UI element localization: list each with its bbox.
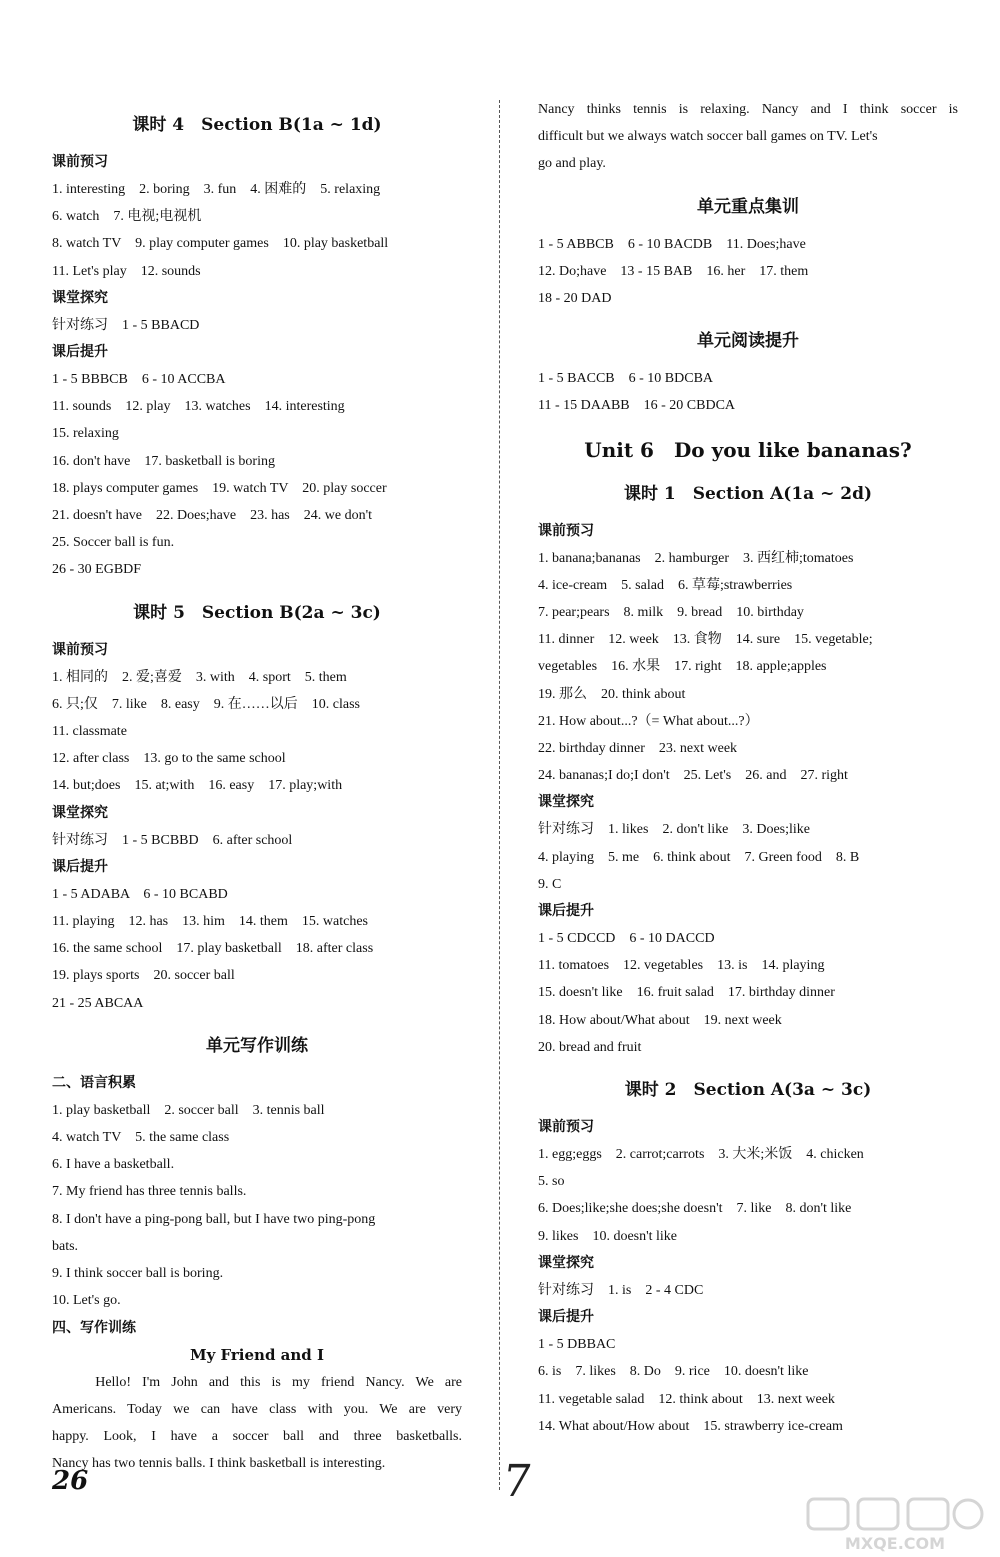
section-title: 单元写作训练 — [206, 1035, 308, 1056]
answer-line: 1 - 5 BBBCB 6 - 10 ACCBA — [52, 372, 226, 388]
answer-line: 4. playing 5. me 6. think about 7. Green food 8. B — [538, 849, 860, 865]
answer-line: 22. birthday dinner 23. next week — [538, 741, 738, 757]
answer-line: 15. relaxing — [52, 426, 119, 442]
paragraph-line: 8. I don't have a ping-pong ball, but I have two ping-pong — [52, 1211, 376, 1227]
answer-line: 1 - 5 ABBCB 6 - 10 BACDB 11. Does;have — [538, 236, 806, 252]
paragraph-line: Hello! I'm John and this is my friend Nancy. We are — [52, 1374, 462, 1390]
answer-line: 19. plays sports 20. soccer ball — [52, 968, 235, 984]
answer-line: 10. Let's go. — [52, 1293, 121, 1309]
answer-line: 针对练习 1 - 5 BBACD — [52, 317, 200, 333]
answer-line: 18 - 20 DAD — [538, 291, 612, 307]
answer-line: 9. I think soccer ball is boring. — [52, 1266, 224, 1282]
answer-line: 针对练习 1. is 2 - 4 CDC — [538, 1282, 704, 1298]
answer-line: 4. watch TV 5. the same class — [52, 1130, 230, 1146]
answer-line: 针对练习 1 - 5 BCBBD 6. after school — [52, 832, 293, 848]
paragraph-line: difficult but we always watch soccer ball games on TV. Let's — [538, 129, 878, 145]
left-column — [52, 96, 462, 1477]
answer-line: 11. tomatoes 12. vegetables 13. is 14. playing — [538, 958, 825, 974]
subsection-heading: 课前预习 — [538, 1119, 594, 1136]
subsection-heading: 课堂探究 — [52, 289, 108, 306]
answer-line: 9. C — [538, 876, 562, 892]
answer-line: 11. sounds 12. play 13. watches 14. interesting — [52, 399, 345, 415]
subsection-heading: 课前预习 — [52, 641, 108, 658]
answer-line: 7. pear;pears 8. milk 9. bread 10. birthday — [538, 605, 804, 621]
answer-line: 1 - 5 ADABA 6 - 10 BCABD — [52, 886, 228, 902]
answer-line: 24. bananas;I do;I don't 25. Let's 26. and 27. right — [538, 768, 848, 784]
answer-line: 11. dinner 12. week 13. 食物 14. sure 15. vegetable; — [538, 632, 873, 648]
answer-line: 5. so — [538, 1174, 565, 1190]
answer-line: 14. What about/How about 15. strawberry ice-cream — [538, 1418, 843, 1434]
subsection-heading: 课后提升 — [52, 858, 108, 875]
subsection-heading: 课堂探究 — [538, 794, 594, 811]
answer-line: 11. Let's play 12. sounds — [52, 263, 201, 279]
answer-line: 16. the same school 17. play basketball 18. after class — [52, 941, 374, 957]
answer-line: 6. watch 7. 电视;电视机 — [52, 209, 202, 225]
answer-line: 20. bread and fruit — [538, 1039, 642, 1055]
answer-line: 4. ice-cream 5. salad 6. 草莓;strawberries — [538, 577, 793, 593]
answer-line: 8. watch TV 9. play computer games 10. play basketball — [52, 236, 389, 252]
section-title: 课时 1 Section A(1a ~ 2d) — [623, 483, 873, 504]
subsection-heading: 四、写作训练 — [52, 1319, 136, 1336]
answer-line: 12. Do;have 13 - 15 BAB 16. her 17. them — [538, 263, 809, 279]
paragraph-line: Nancy has two tennis balls. I think basketball is interesting. — [52, 1456, 386, 1472]
essay-title: My Friend and I — [189, 1345, 325, 1364]
watermark-logo — [800, 1495, 990, 1555]
subsection-heading: 课后提升 — [538, 903, 594, 920]
answer-line: 21. How about...?（= What about...?） — [538, 713, 759, 729]
subsection-heading: 课堂探究 — [538, 1254, 594, 1271]
answer-line: 26 - 30 EGBDF — [52, 562, 142, 578]
answer-line: 1 - 5 BACCB 6 - 10 BDCBA — [538, 371, 714, 387]
answer-line: 21 - 25 ABCAA — [52, 995, 144, 1011]
answer-line: 11 - 15 DAABB 16 - 20 CBDCA — [538, 398, 736, 414]
paragraph-line: Nancy thinks tennis is relaxing. Nancy and I think soccer is — [538, 102, 958, 117]
answer-line: 18. plays computer games 19. watch TV 20. play soccer — [52, 480, 387, 496]
paragraph-line: happy. Look, I have a soccer ball and three basketballs. — [52, 1428, 462, 1444]
subsection-heading: 课后提升 — [52, 344, 108, 361]
answer-line: 1. 相同的 2. 爱;喜爱 3. with 4. sport 5. them — [52, 669, 347, 685]
answer-line: 15. doesn't like 16. fruit salad 17. birthday dinner — [538, 985, 835, 1001]
answer-line: 9. likes 10. doesn't like — [538, 1228, 678, 1244]
subsection-heading: 课堂探究 — [52, 804, 108, 821]
answer-line: 25. Soccer ball is fun. — [52, 535, 175, 551]
answer-line: 1. interesting 2. boring 3. fun 4. 困难的 5. relaxing — [52, 182, 381, 197]
subsection-heading: 课后提升 — [538, 1309, 594, 1326]
subsection-heading: 课前预习 — [52, 154, 108, 170]
right-column — [538, 96, 958, 1440]
section-title: 单元重点集训 — [697, 196, 799, 217]
answer-line: 21. doesn't have 22. Does;have 23. has 24. we don't — [52, 508, 372, 524]
answer-line: bats. — [52, 1238, 79, 1254]
answer-line: 1 - 5 CDCCD 6 - 10 DACCD — [538, 931, 715, 947]
answer-line: 6. is 7. likes 8. Do 9. rice 10. doesn't like — [538, 1364, 809, 1380]
answer-line: 1. egg;eggs 2. carrot;carrots 3. 大米;米饭 4. chicken — [538, 1147, 864, 1163]
answer-line: 11. vegetable salad 12. think about 13. next week — [538, 1391, 835, 1407]
answer-line: 18. How about/What about 19. next week — [538, 1012, 782, 1028]
answer-line: 1. banana;bananas 2. hamburger 3. 西红柿;tomatoes — [538, 550, 854, 566]
column-divider — [499, 100, 500, 1490]
answer-line: vegetables 16. 水果 17. right 18. apple;apples — [538, 659, 827, 675]
section-title: 课时 2 Section A(3a ~ 3c) — [624, 1080, 872, 1101]
answer-line: 11. playing 12. has 13. him 14. them 15. watches — [52, 914, 368, 930]
unit-title: Unit 6 Do you like bananas? — [584, 437, 912, 462]
page-number: 26 — [52, 1466, 89, 1496]
answer-line: 6. Does;like;she does;she doesn't 7. like 8. don't like — [538, 1201, 852, 1217]
answer-line: 针对练习 1. likes 2. don't like 3. Does;like — [538, 822, 811, 838]
answer-line: 16. don't have 17. basketball is boring — [52, 453, 275, 469]
section-title: 课时 4 Section B(1a ~ 1d) — [132, 115, 382, 135]
subsection-heading: 课前预习 — [538, 522, 594, 539]
handwritten-mark: 7 — [499, 1456, 535, 1507]
answer-line: 12. after class 13. go to the same school — [52, 751, 286, 767]
answer-line: 11. classmate — [52, 724, 127, 740]
answer-line: 7. My friend has three tennis balls. — [52, 1184, 247, 1200]
answer-line: 1. play basketball 2. soccer ball 3. tennis ball — [52, 1102, 325, 1118]
watermark-text: MXQE.COM — [844, 1534, 946, 1553]
section-title: 单元阅读提升 — [697, 331, 799, 352]
section-title: 课时 5 Section B(2a ~ 3c) — [133, 602, 381, 623]
answer-line: 19. 那么 20. think about — [538, 686, 686, 702]
answer-line: go and play. — [538, 156, 606, 172]
subsection-heading: 二、语言积累 — [52, 1074, 136, 1091]
answer-line: 14. but;does 15. at;with 16. easy 17. play;with — [52, 778, 343, 794]
answer-line: 1 - 5 DBBAC — [538, 1337, 616, 1353]
answer-line: 6. I have a basketball. — [52, 1157, 175, 1173]
paragraph-line: Americans. Today we can have class with you. We are very — [52, 1401, 462, 1417]
answer-line: 6. 只;仅 7. like 8. easy 9. 在……以后 10. class — [52, 696, 360, 712]
